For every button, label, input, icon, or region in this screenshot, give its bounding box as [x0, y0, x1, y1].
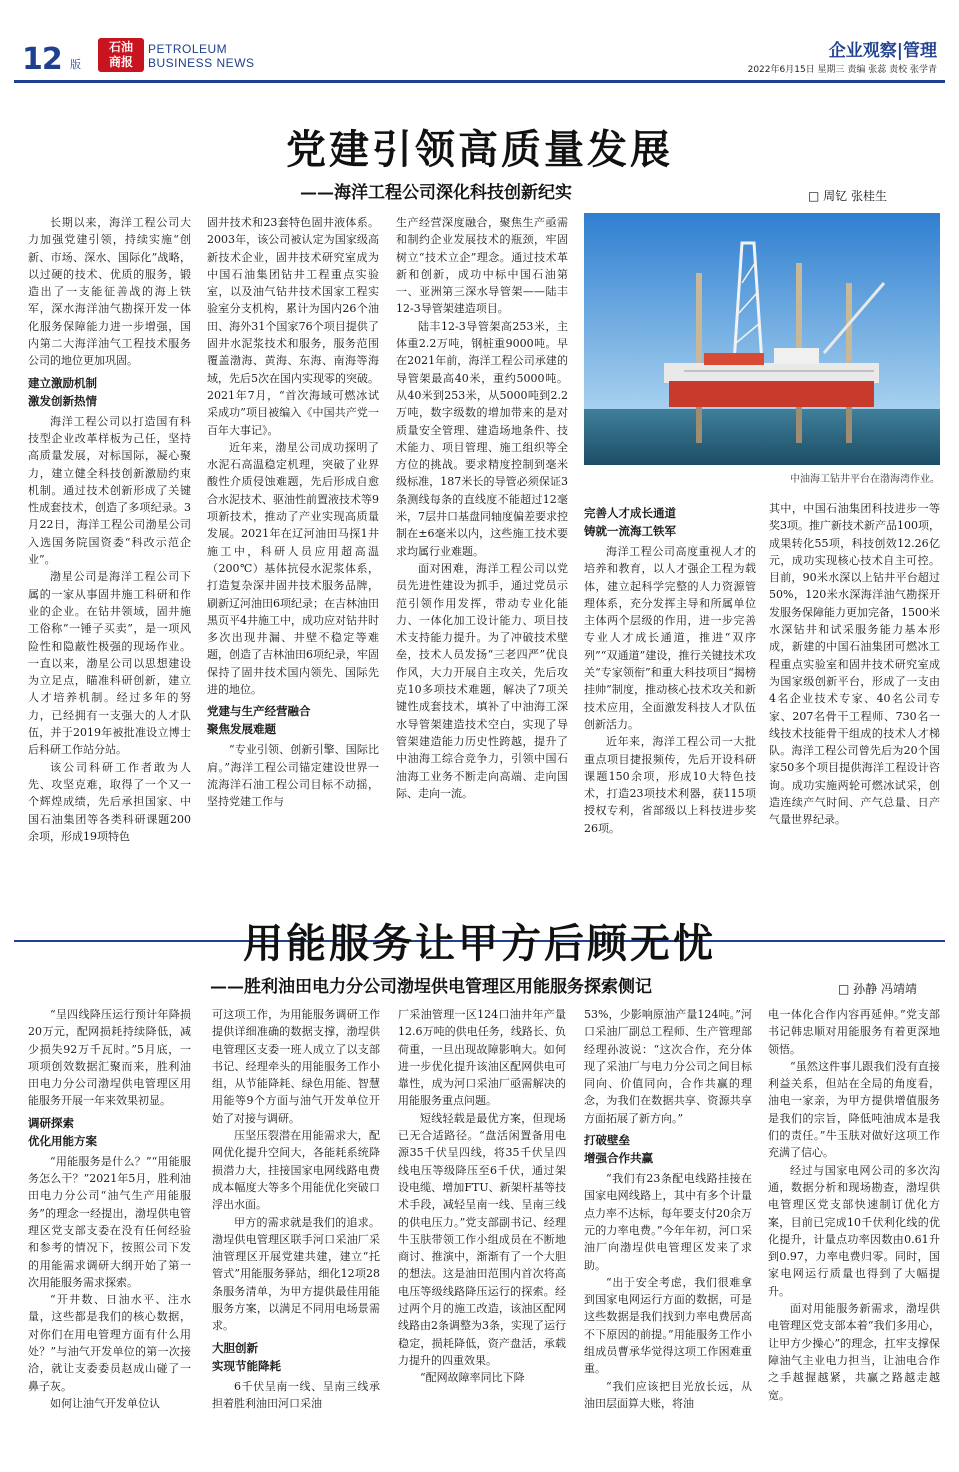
paragraph-continued: 其中，中国石油集团科技进步一等奖3项。推广新技术新产品100项，成果转化55项，科技创效12.26亿元，成功实现核心技术自主可控。目前，90米水深以上钻井平台超过50%，120米水深海洋油气勘探开发服务保障能力更加完备，1500米水深钻井和试采服务能力基本形成，新建的中国石油集团可燃冰工程重点实验室和固井技术研究室成为国家级创新平台，形成了一支由4名企业技术专家、40名公司专家、207名骨干工程师、730名一线技术技能骨干组成的技术人才梯队。海洋工程公司曾先后为20个国家50多个项目提供海洋工程设计咨询。成功实施两轮可燃冰试采，创造连续产气时间、产气总量、日产气量世界纪录。 [769, 502, 940, 827]
section-heading [584, 1131, 752, 1167]
paragraph: “专业引领、创新引擎、国际比肩。”海洋工程公司锚定建设世界一流海洋石油工程公司目标不动摇，坚持党建工作与 [207, 743, 379, 809]
article2-column-4 [584, 1006, 752, 1464]
masthead-rule [14, 80, 945, 83]
issue-info: 2022年6月15日 星期三 责编 张蕊 责校 张学青 [747, 65, 937, 75]
article2-column-2 [212, 1006, 380, 1464]
section-heading [28, 374, 191, 410]
logo-en-line2: BUSINESS NEWS [148, 56, 255, 70]
section-heading-line: 增强合作共赢 [584, 1151, 653, 1166]
section-heading-line: 实现节能降耗 [212, 1358, 281, 1373]
section-heading-line: 激发创新热情 [28, 393, 97, 408]
paragraph: 经过与国家电网公司的多次沟通，数据分析和现场勘查，渤埕供电管理区党支部快速制订优化方案，目前已完成10千伏利化线的优化提升，计量点功率因数由0.61升到0.97，力率电费归零。同时，国家电网运行质量也得到了大幅提升。 [768, 1163, 940, 1298]
paragraph: 短线轻载是最优方案，但现场已无合适路径。“盘活闲置备用电源35千伏呈四线，将35千伏呈四线电压等级降压至6千伏，通过架设电缆、增加FTU、新架杆基等技术手段，减轻呈南一线、呈南三线的供电压力。”党支部副书记、经理牛玉肤带领工作小组成员在不断地商讨、推演中，渐渐有了一个大胆的想法。这是油田范围内首次将高电压等级线路降压运行的探索。经过两个月的施工改造，该油区配网线路由2条调整为3条，实现了运行稳定，损耗降低，资产盘活，承载力提升的四重效果。 [398, 1111, 566, 1367]
paragraph: 该公司科研工作者敢为人先、攻坚克难，取得了一个又一个辉煌成绩，先后承担国家、中国石油集团等各类科研课题200余项，形成19项特色 [28, 760, 191, 843]
section-heading [207, 702, 379, 738]
section-heading-line: 调研探索 [28, 1115, 74, 1130]
article2-column-5 [768, 1006, 940, 1464]
article1-byline: □ 周钇 张桂生 [808, 189, 887, 203]
paragraph: “配网故障率同比下降 [420, 1371, 525, 1385]
paragraph: 面对困难，海洋工程公司以党员先进性建设为抓手，通过党员示范引领作用发挥，带动专业化能力、一体化加工设计能力、项目技术支持能力提升。为了冲破技术壁垒，技术人员发扬“三老四严”优良作风，大力开展自主攻关，先后攻克10多项技术难题，解决了7项关键性成套技术，填补了中油海工深水导管架建造技术空白，实现了导管架建造能力历史性跨越，提升了中油海工综合竞争力，引领中国石油海工业务不断走向高端、走向国际、走向一流。 [396, 561, 568, 800]
paragraph: “虽然这件事儿跟我们没有直接利益关系，但站在全局的角度看，油电一家亲，为甲方提供增值服务是我们的宗旨，降低吨油成本是我们的责任。”牛玉肤对做好这项工作充满了信心。 [768, 1059, 940, 1160]
paragraph: “呈四线降压运行预计年降损20万元，配网损耗持续降低，减少损失92万千瓦时。”5月底，一项项创效数据汇聚而来，胜利油田电力分公司渤埕供电管理区用能服务开展一年来效果初显。 [28, 1008, 191, 1108]
article2-byline: □ 孙静 冯靖靖 [838, 982, 917, 996]
section-heading-line: 聚焦发展难题 [207, 722, 276, 737]
paragraph: 6千伏呈南一线、呈南三线承担着胜利油田河口采油 [212, 1379, 380, 1410]
article1-column-4 [584, 500, 756, 932]
article1-column-3 [396, 214, 568, 934]
article2-title: 用能服务让甲方后顾无忧 [243, 921, 716, 967]
section-heading-line: 优化用能方案 [28, 1133, 97, 1148]
page-suffix: 版 [70, 58, 81, 71]
section-heading-line: 大胆创新 [212, 1340, 258, 1355]
photo-caption: 中油海工钻井平台在渤海湾作业。 [790, 474, 940, 485]
newspaper-logo [98, 38, 144, 72]
section-heading [28, 1114, 191, 1150]
paragraph: 渤星公司是海洋工程公司下属的一家从事固井施工科研和作业的企业。在钻井领域，固井施工俗称“一锤子买卖”，是一项风险性和隐蔽性极强的现场作业。一直以来，渤星公司以思想建设为立足点，瞄准科研创新，建立人才培养机制。经过多年的努力，已经拥有一支强大的人才队伍，并于2019年被批准设立博士后科研工作站分站。 [28, 570, 191, 757]
paragraph: 如何让油气开发单位认 [50, 1396, 160, 1410]
paragraph-continued: 可这项工作，为用能服务调研工作提供详细准确的数据支撑，渤埕供电管理区支委一班人成立了以支部书记、经理牵头的用能服务工作小组，从节能降耗、绿色用能、智慧用能等9个方面与油气开发单位开始了对接与调研。 [212, 1008, 380, 1125]
newspaper-name-en [148, 42, 255, 70]
logo-line2: 商报 [108, 55, 133, 69]
paragraph-continued: 电一体化合作内容再延伸。”党支部书记韩忠顺对用能服务有着更深地领悟。 [768, 1008, 940, 1056]
page-number: 12 [22, 42, 62, 77]
paragraph-continued: 厂采油管理一区124口油井年产量12.6万吨的供电任务，线路长、负荷重，一旦出现故障影响大。如何进一步优化提升该油区配网供电可靠性，成为河口采油厂亟需解决的用能服务重点问题。 [398, 1008, 566, 1108]
section-heading [212, 1339, 380, 1375]
article2-subtitle: ——胜利油田电力分公司渤埕供电管理区用能服务探索侧记 [210, 977, 652, 997]
section-heading-line: 建立激励机制 [28, 375, 97, 390]
paragraph: 陆丰12-3导管架高253米，主体重2.2万吨，钢桩重9000吨。早在2021年前，海洋工程公司承建的导管架最高40米，重约5000吨。从40米到253米，从5000吨到2.2万吨，数字级数的增加带来的是对质量安全管理、建造场地条件、技术能力、项目管理、施工组织等全方位的挑战。要求精度控制到毫米级标准，187米长的导管必须保证3条测线每条的直线度不能超过12毫米，7层井口基盘同轴度偏差要求控制在±6毫米以内，这些施工技术要求均属行业难题。 [396, 319, 568, 558]
paragraph: “我们有23条配电线路挂接在国家电网线路上，其中有多个计量点力率不达标，每年要支付20余万元的力率电费。”今年年初，河口采油厂向渤埕供电管理区发来了求助。 [584, 1172, 752, 1272]
paragraph: “开井数、日油水平、注水量，这些都是我们的核心数据，对你们在用电管理方面有什么用处？”与油气开发单位的第一次接洽，就让支委委员赵成山碰了一鼻子灰。 [28, 1293, 191, 1393]
paragraph: “出于安全考虑，我们很难拿到国家电网运行方面的数据，可是这些数据是我们找到力率电费居高不下原因的前提。”用能服务工作小组成员曹承华觉得这项工作困难重重。 [584, 1275, 752, 1376]
paragraph: 甲方的需求就是我们的追求。渤埕供电管理区联手河口采油厂采油管理区开展党建共建，建立“托管式”用能服务驿站，细化12项28条服务清单，为甲方提供最佳用能服务方案，以满足不同用电场景需求。 [212, 1215, 380, 1333]
offshore-rig-photo [584, 213, 940, 465]
paragraph: 近年来，渤星公司成功探明了水泥石高温稳定机理，突破了业界酸性介质侵蚀难题，先后形成自愈合水泥技术、驱油性前置液技术等9项新技术，推动了产业实现高质量发展。2021年在辽河油田马探1井施工中，科研人员应用超高温（200℃）基体抗侵水泥浆体系，打造复杂深井固井技术服务品牌，刷新辽河油田6项纪录；在吉林油田黑页平4井施工中，成功应对钻井时多次出现井漏、井壁不稳定等难题，创造了吉林油田6项纪录，牢固保持了固井技术国内领先、国际先进的地位。 [207, 440, 379, 697]
paragraph: 压坚压裂潜在用能需求大，配网优化提升空间大，各能耗系统降损潜力大，挂接国家电网线路电费成本幅度大等多个用能优化突破口浮出水面。 [212, 1129, 380, 1212]
article2-column-1 [28, 1006, 191, 1464]
section-heading-line: 打破壁垒 [584, 1133, 630, 1148]
masthead [14, 30, 945, 78]
article1-subtitle: ——海洋工程公司深化科技创新纪实 [300, 183, 572, 203]
paragraph: 近年来，海洋工程公司一大批重点项目捷报频传，先后开设科研课题150余项，形成10大特色技术，打造23项技术利器，获115项授权专利，省部级以上科技进步奖26项。 [584, 735, 756, 835]
section-heading-line: 党建与生产经营融合 [207, 704, 311, 719]
paragraph-continued: 固井技术和23套特色固井液体系。2003年，该公司被认定为国家级高新技术企业，固井技术研究室成为中国石油集团钻井工程重点实验室，以及油气钻井技术国家工程实验室分支机构，累计为国内26个油田、海外31个国家76个项目提供了固井水泥浆技术和服务，服务范围覆盖渤海、黄海、东海、南海等海域，先后5次在国内实现零的突破。2021年7月，“首次海域可燃冰试采成功”项目被编入《中国共产党一百年大事记》。 [207, 216, 379, 437]
article1-column-2 [207, 214, 379, 934]
paragraph-continued: 53%，少影响原油产量124吨。”河口采油厂副总工程师、生产管理部经理孙波说：“这次合作，充分体现了采油厂与电力分公司之间目标同向、价值同向，合作共赢的理念，为我们在数据共享、资源共享方面拓展了新方向。” [584, 1008, 752, 1125]
paragraph: “我们应该把目光放长远，从油田层面算大账，将油 [584, 1379, 752, 1410]
paragraph: 面对用能服务新需求，渤埕供电管理区党支部本着“我们多用心，让甲方少操心”的理念，扛牢支撑保障油气主业电力担当，让油电合作之手越握越紧，共赢之路越走越宽。 [768, 1302, 940, 1402]
article1-column-5 [769, 500, 940, 932]
paragraph: 长期以来，海洋工程公司大力加强党建引领，持续实施“创新、市场、深水、国际化”战略，以过硬的技术、优质的服务，锻造出了一支能征善战的海上铁军，深水海洋油气勘探开发一体化服务保障能力进一步增强，国内第二大海洋油气工程技术服务公司的地位更加巩固。 [28, 216, 191, 368]
paragraph: “用能服务是什么？”“用能服务怎么干？”2021年5月，胜利油田电力分公司“油气生产用能服务”的理念一经提出，渤埕供电管理区党支部支委在没有任何经验和参考的情况下，按照公司下发的用能需求调研大纲开始了第一次用能服务需求探索。 [28, 1154, 191, 1289]
paragraph: 海洋工程公司高度重视人才的培养和教育，以人才强企工程为载体，建立起科学完整的人力资源管理体系，充分发挥主导和所属单位主体两个层级的作用，进一步完善专业人才成长通道，推进“双序列”“双通道”建设，推行关键技术攻关“专家领衔”和重大科技项目“揭榜挂帅”制度，推动核心技术攻关和新技术应用，全面激发科技人才队伍创新活力。 [584, 545, 756, 731]
article2-column-3 [398, 1006, 566, 1464]
section-heading [584, 504, 756, 540]
section-name: 企业观察|管理 [828, 41, 937, 61]
section-heading-line: 铸就一流海工铁军 [584, 524, 676, 538]
article1-title: 党建引领高质量发展 [286, 127, 673, 173]
paragraph-continued: 生产经营深度融合，聚焦生产亟需和制约企业发展技术的瓶颈，牢固树立“技术立企”理念。通过技术革新和创新，成功中标中国石油第一、亚洲第三深水导管架——陆丰12-3导管架建造项目。 [396, 216, 568, 316]
paragraph: 海洋工程公司以打造国有科技型企业改革样板为己任，坚持高质量发展，对标国际，凝心聚力，建立健全科技创新激励约束机制。通过技术创新形成了关键性成套技术，创造了多项纪录。3月22日，海洋工程公司渤星公司入选国务院国资委“科改示范企业”。 [28, 414, 191, 567]
article1-column-1 [28, 214, 191, 934]
logo-line1: 石油 [108, 40, 133, 54]
section-heading-line: 完善人才成长通道 [584, 506, 676, 520]
logo-en-line1: PETROLEUM [148, 42, 228, 56]
